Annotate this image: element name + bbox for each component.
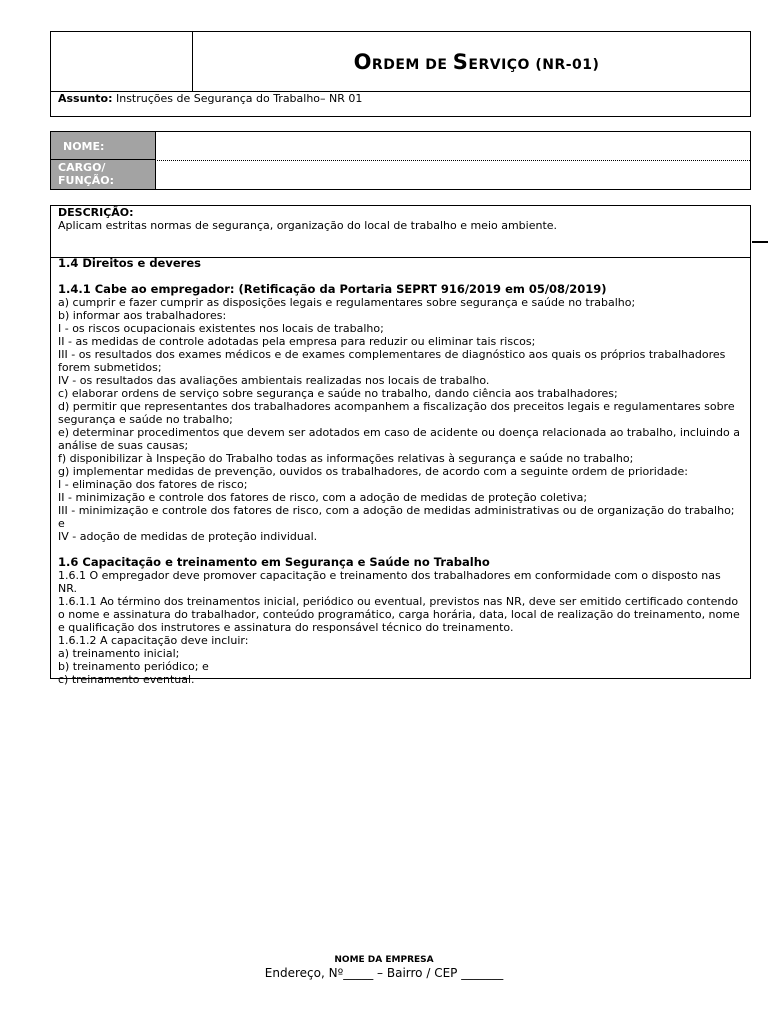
role-label: CARGO/ FUNÇÃO:: [51, 160, 156, 189]
document-title: [344, 50, 600, 74]
list-item: a) cumprir e fazer cumprir as disposições legais e regulamentares sobre segurança e saúde no trabalho;: [58, 296, 636, 309]
list-item: f) disponibilizar à Inspeção do Trabalho todas as informações relativas à segurança e saúde no trabalho;: [58, 452, 634, 465]
description-text: Aplicam estritas normas de segurança, organização do local de trabalho e meio ambiente.: [58, 219, 558, 232]
company-address: Endereço, Nº_____ – Bairro / CEP _______: [264, 966, 504, 980]
subject-row: [51, 91, 750, 116]
list-item: d) permitir que representantes dos trabalhadores acompanhem a fiscalização dos preceitos legais e regulamentares sobre segurança e saúde no trabalho;: [58, 400, 735, 426]
list-item: c) treinamento eventual.: [58, 673, 195, 686]
list-item: c) elaborar ordens de serviço sobre segurança e saúde no trabalho, dando ciência aos trabalhadores;: [58, 387, 618, 400]
content-block: [50, 205, 751, 686]
description-section: [51, 206, 750, 258]
name-label: NOME:: [51, 132, 156, 160]
list-item: e) determinar procedimentos que devem ser adotados em caso de acidente ou doença relacionada ao trabalho, incluindo a análise de suas causas;: [58, 426, 740, 452]
subject-value: Instruções de Segurança do Trabalho– NR 01: [112, 92, 363, 105]
footer: [0, 954, 768, 980]
name-row: [51, 132, 750, 161]
company-name: NOME DA EMPRESA: [334, 955, 434, 965]
list-item: 1.6.1 O empregador deve promover capacitação e treinamento dos trabalhadores em conformidade com o disposto nas NR.: [58, 569, 721, 595]
title-initial-1: O: [353, 49, 372, 74]
list-item: II - as medidas de controle adotadas pela empresa para reduzir ou eliminar tais riscos;: [58, 335, 536, 348]
logo-placeholder: [51, 32, 193, 91]
list-item: IV - adoção de medidas de proteção individual.: [58, 530, 318, 543]
header-block: [50, 31, 751, 117]
body-section: [51, 256, 750, 686]
title-word-2: ERVIÇO: [468, 56, 536, 73]
title-initial-2: S: [452, 49, 469, 74]
list-item: 1.6.1.2 A capacitação deve incluir:: [58, 634, 249, 647]
list-item: b) treinamento periódico; e: [58, 660, 209, 673]
role-row: [51, 160, 750, 189]
list-item: I - os riscos ocupacionais existentes nos locais de trabalho;: [58, 322, 384, 335]
section-1-4-title: 1.4 Direitos e deveres: [58, 256, 201, 270]
list-item: IV - os resultados das avaliações ambientais realizadas nos locais de trabalho.: [58, 374, 490, 387]
section-1-6-title: 1.6 Capacitação e treinamento em Segurança e Saúde no Trabalho: [58, 555, 490, 569]
subject-label: Assunto:: [58, 92, 113, 105]
list-item: III - minimização e controle dos fatores de risco, com a adoção de medidas administrativas ou de organização do trabalho; e: [58, 504, 735, 530]
identity-block: [50, 131, 751, 190]
list-item: g) implementar medidas de prevenção, ouvidos os trabalhadores, de acordo com a seguinte ordem de prioridade:: [58, 465, 689, 478]
list-item: I - eliminação dos fatores de risco;: [58, 478, 248, 491]
list-item: a) treinamento inicial;: [58, 647, 180, 660]
list-item: 1.6.1.1 Ao término dos treinamentos inicial, periódico ou eventual, previstos nas NR, deve ser emitido certificado contendo o nome e assinatura do trabalhador, conteúdo programático, carga horária, data, local de realização do treinamento, nome e qualificação dos instrutores e assinatura do responsável técnico do treinamento.: [58, 595, 740, 634]
margin-dash: [752, 241, 768, 243]
list-item: II - minimização e controle dos fatores de risco, com a adoção de medidas de proteção coletiva;: [58, 491, 588, 504]
section-1-4-1-title: 1.4.1 Cabe ao empregador: (Retificação da Portaria SEPRT 916/2019 em 05/08/2019): [58, 282, 607, 296]
list-item: b) informar aos trabalhadores:: [58, 309, 227, 322]
title-word-1: RDEM DE: [371, 56, 453, 73]
list-item: III - os resultados dos exames médicos e de exames complementares de diagnóstico aos quais os próprios trabalhadores forem submetidos;: [58, 348, 726, 374]
title-suffix: (NR-01): [535, 56, 600, 73]
title-cell: [193, 32, 750, 91]
description-label: DESCRIÇÃO:: [58, 206, 134, 219]
